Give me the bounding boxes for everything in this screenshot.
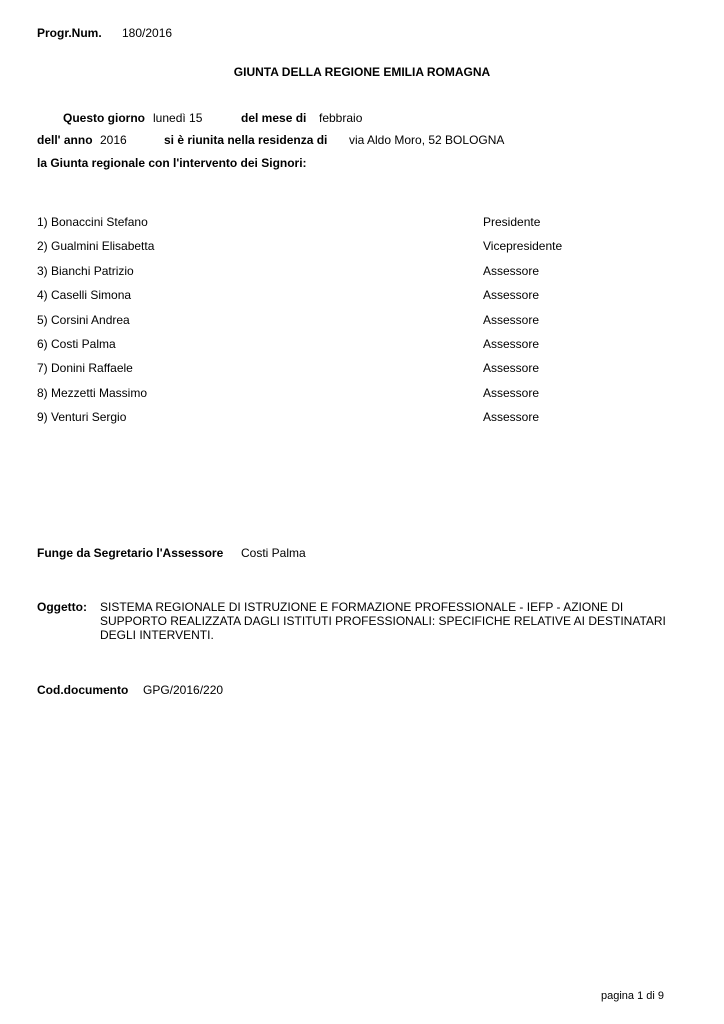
document-title: GIUNTA DELLA REGIONE EMILIA ROMAGNA <box>233 65 491 79</box>
member-name: 8) Mezzetti Massimo <box>37 386 148 400</box>
member-role: Assessore <box>483 361 540 375</box>
member-name: 5) Corsini Andrea <box>37 313 130 327</box>
document-code-value: GPG/2016/220 <box>143 683 224 697</box>
page-number: pagina 1 di 9 <box>601 990 664 1002</box>
year-label: dell' anno <box>37 133 93 147</box>
secretary-label: Funge da Segretario l'Assessore <box>37 546 224 560</box>
member-role: Assessore <box>483 264 540 278</box>
subject-label: Oggetto: <box>37 600 87 614</box>
day-value: lunedì 15 <box>153 111 203 125</box>
month-label: del mese di <box>241 111 307 125</box>
member-name: 7) Donini Raffaele <box>37 361 133 375</box>
place-value: via Aldo Moro, 52 BOLOGNA <box>349 133 505 147</box>
member-name: 4) Caselli Simona <box>37 288 132 302</box>
member-role: Assessore <box>483 288 540 302</box>
secretary-value: Costi Palma <box>241 546 306 560</box>
member-role: Assessore <box>483 410 540 424</box>
member-role: Vicepresidente <box>483 239 563 253</box>
place-label: si è riunita nella residenza di <box>164 133 328 147</box>
member-role: Presidente <box>483 215 541 229</box>
member-role: Assessore <box>483 386 540 400</box>
subject-text: SISTEMA REGIONALE DI ISTRUZIONE E FORMAZIONE PROFESSIONALE - IEFP - AZIONE DI SUPPORTO REALIZZATA DAGLI ISTITUTI PROFESSIONALI: SPECIFICHE RELATIVE AI DESTINATARI DEGLI INTERVENTI. <box>100 600 666 642</box>
year-value: 2016 <box>100 133 127 147</box>
day-label: Questo giorno <box>63 111 145 125</box>
month-value: febbraio <box>319 111 363 125</box>
members-intro: la Giunta regionale con l'intervento dei Signori: <box>37 156 307 170</box>
member-name: 9) Venturi Sergio <box>37 410 127 424</box>
member-name: 1) Bonaccini Stefano <box>37 215 148 229</box>
progr-num-value: 180/2016 <box>122 26 173 40</box>
document-code-label: Cod.documento <box>37 683 129 697</box>
member-name: 3) Bianchi Patrizio <box>37 264 134 278</box>
progr-num-label: Progr.Num. <box>37 26 102 40</box>
member-name: 2) Gualmini Elisabetta <box>37 239 155 253</box>
member-role: Assessore <box>483 313 540 327</box>
member-name: 6) Costi Palma <box>37 337 116 351</box>
member-role: Assessore <box>483 337 540 351</box>
